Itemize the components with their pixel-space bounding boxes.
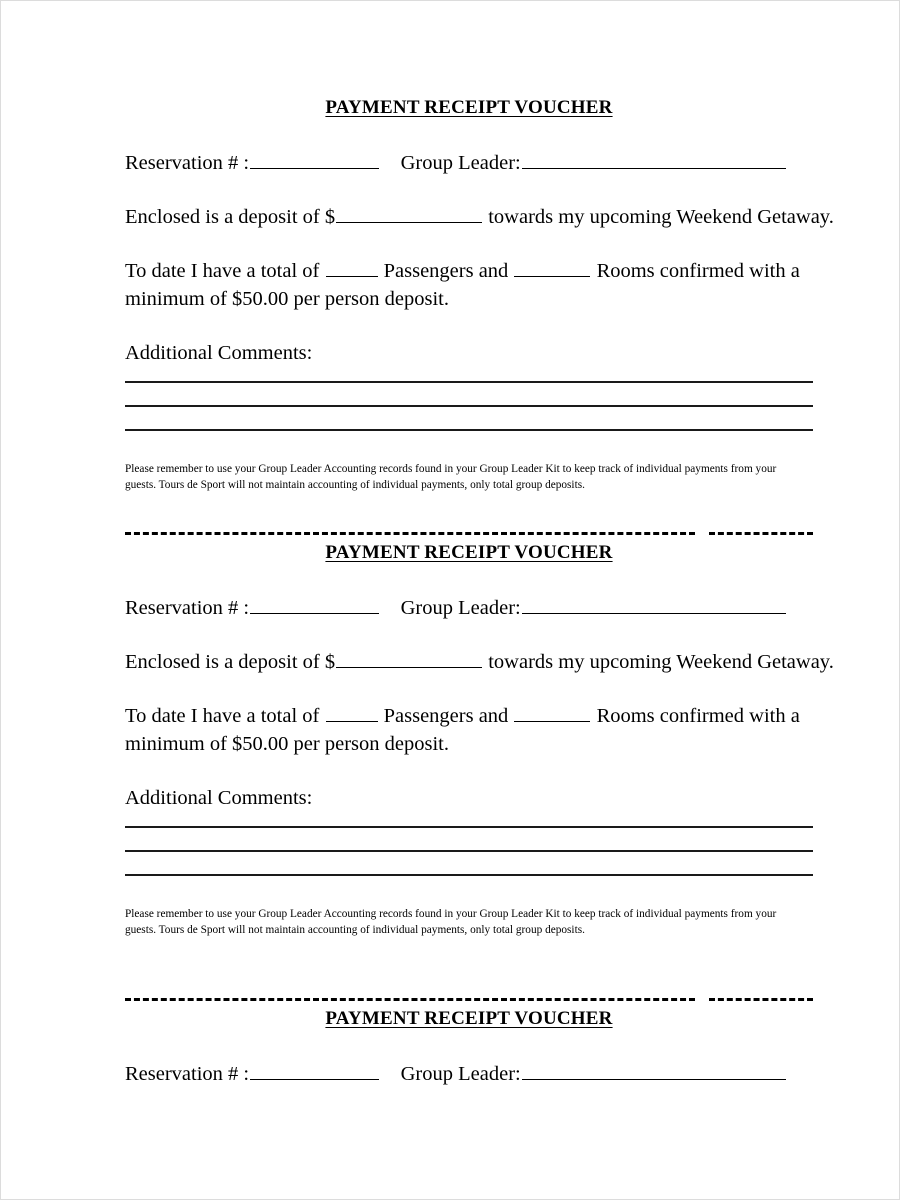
comment-lines-2 xyxy=(125,826,813,876)
reservation-input-3[interactable] xyxy=(250,1062,379,1080)
spacer xyxy=(125,876,813,896)
spacer xyxy=(125,177,813,203)
comments-label-1: Additional Comments: xyxy=(125,342,313,364)
passengers-input-1[interactable] xyxy=(326,259,378,277)
reservation-line-2 xyxy=(125,594,813,622)
voucher-title-3: PAYMENT RECEIPT VOUCHER xyxy=(325,1008,613,1029)
voucher-title-wrapper-3 xyxy=(125,1008,813,1030)
comment-line-1[interactable] xyxy=(125,826,813,828)
voucher-section-3 xyxy=(125,998,813,1088)
rooms-input-1[interactable] xyxy=(514,259,590,277)
passengers-input-2[interactable] xyxy=(326,704,378,722)
group-leader-label-2: Group Leader: xyxy=(400,597,521,619)
reservation-input-2[interactable] xyxy=(250,596,379,614)
total-suffix-1: Rooms confirmed with a xyxy=(596,260,800,282)
total-prefix-1: To date I have a total of xyxy=(125,260,320,282)
spacer xyxy=(125,622,813,648)
total-suffix-2: Rooms confirmed with a xyxy=(596,705,800,727)
spacer xyxy=(125,119,813,149)
comment-line-2[interactable] xyxy=(125,405,813,407)
total-prefix-2: To date I have a total of xyxy=(125,705,320,727)
deposit-line-2 xyxy=(125,648,834,676)
comments-label-2: Additional Comments: xyxy=(125,787,313,809)
comment-lines-1 xyxy=(125,381,813,431)
group-leader-input-1[interactable] xyxy=(522,151,786,169)
voucher-title-2: PAYMENT RECEIPT VOUCHER xyxy=(325,542,613,563)
deposit-prefix-1: Enclosed is a deposit of $ xyxy=(125,206,336,228)
reservation-label-1: Reservation # : xyxy=(125,152,250,174)
tear-off-separator-1 xyxy=(125,532,813,536)
reservation-line-1 xyxy=(125,149,813,177)
fineprint-note-1: Please remember to use your Group Leader Accounting records found in your Group Leader Kit to keep track of individual payments from your guests. Tours de Sport will not maintain accounting of individual payments, only total group deposits. xyxy=(125,463,777,491)
group-leader-input-3[interactable] xyxy=(522,1062,786,1080)
tear-off-separator-2 xyxy=(125,998,813,1002)
minimum-deposit-note-2: minimum of $50.00 per person deposit. xyxy=(125,733,449,755)
voucher-title-wrapper-2 xyxy=(125,542,813,564)
reservation-label-3: Reservation # : xyxy=(125,1063,250,1085)
spacer xyxy=(125,758,813,784)
group-leader-label-1: Group Leader: xyxy=(400,152,521,174)
comment-line-1[interactable] xyxy=(125,381,813,383)
deposit-suffix-1: towards my upcoming Weekend Getaway. xyxy=(488,206,834,228)
voucher-title-1: PAYMENT RECEIPT VOUCHER xyxy=(325,97,613,118)
voucher-title-wrapper-1 xyxy=(125,97,813,119)
spacer xyxy=(125,313,813,339)
spacer xyxy=(125,676,813,702)
dashed-segment-right xyxy=(709,998,813,1001)
reservation-input-1[interactable] xyxy=(250,151,379,169)
deposit-line-1 xyxy=(125,203,834,231)
total-mid-2: Passengers and xyxy=(383,705,509,727)
reservation-label-2: Reservation # : xyxy=(125,597,250,619)
total-mid-1: Passengers and xyxy=(383,260,509,282)
dashed-segment-left xyxy=(125,998,695,1001)
rooms-input-2[interactable] xyxy=(514,704,590,722)
totals-line-2 xyxy=(125,702,813,758)
voucher-section-1 xyxy=(125,97,834,505)
deposit-suffix-2: towards my upcoming Weekend Getaway. xyxy=(488,651,834,673)
voucher-section-2 xyxy=(125,532,834,950)
totals-line-1 xyxy=(125,257,813,313)
spacer xyxy=(125,564,813,594)
spacer xyxy=(125,1030,813,1060)
spacer xyxy=(125,231,813,257)
comment-line-2[interactable] xyxy=(125,850,813,852)
reservation-line-3 xyxy=(125,1060,813,1088)
dashed-segment-left xyxy=(125,532,695,535)
deposit-prefix-2: Enclosed is a deposit of $ xyxy=(125,651,336,673)
minimum-deposit-note-1: minimum of $50.00 per person deposit. xyxy=(125,288,449,310)
group-leader-input-2[interactable] xyxy=(522,596,786,614)
fineprint-note-2: Please remember to use your Group Leader Accounting records found in your Group Leader Kit to keep track of individual payments from your guests. Tours de Sport will not maintain accounting of individual payments, only total group deposits. xyxy=(125,908,777,936)
spacer xyxy=(125,431,813,451)
group-leader-label-3: Group Leader: xyxy=(400,1063,521,1085)
deposit-amount-input-1[interactable] xyxy=(336,205,482,223)
deposit-amount-input-2[interactable] xyxy=(336,650,482,668)
dashed-segment-right xyxy=(709,532,813,535)
